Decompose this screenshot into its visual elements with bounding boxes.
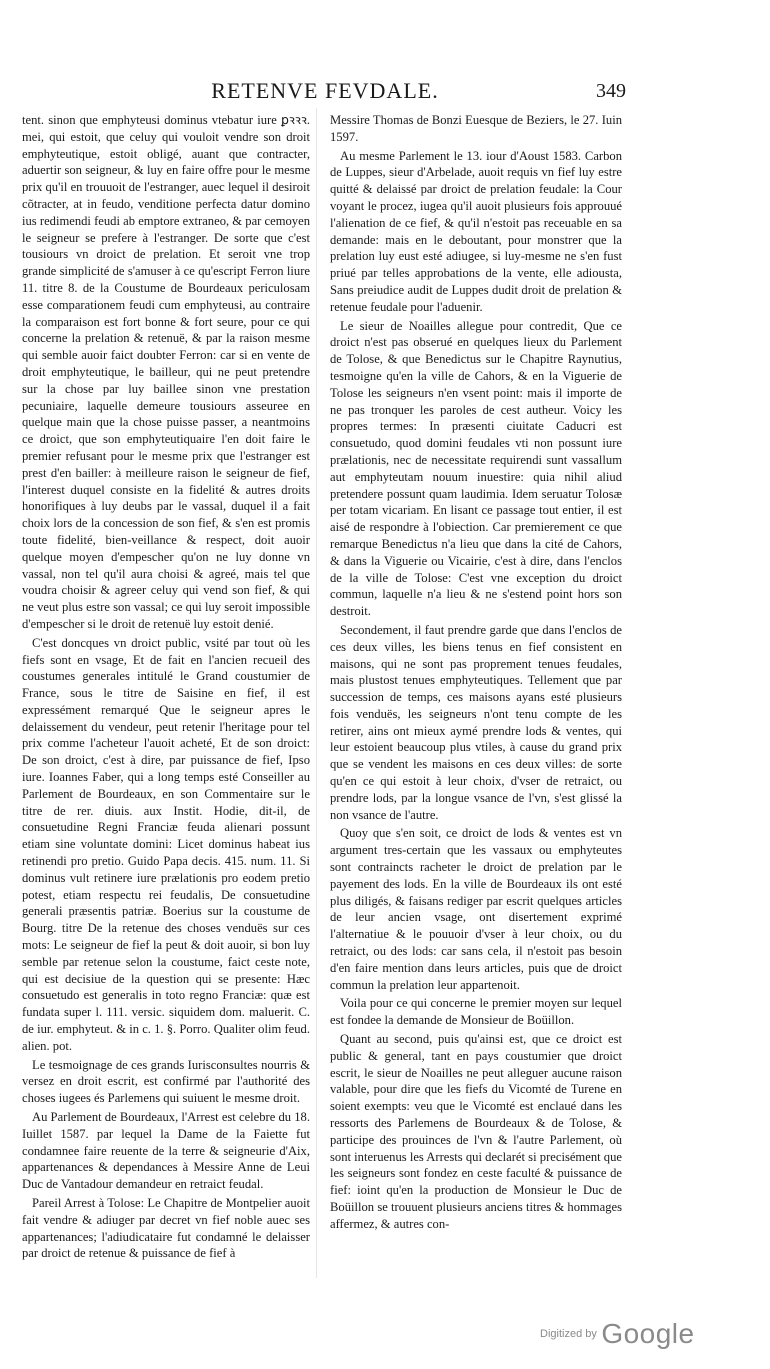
paragraph: Au mesme Parlement le 13. iour d'Aoust 1583. Carbon de Luppes, sieur d'Arbelade, auoit requis vn fief luy estre quitté & delaissé par droict de prelation feudale: la Cour voyant le procez, iugea qu'il auoit plusieurs fois approuué l'alienation de ce fief, & qu'il n'estoit pas receuable en sa demande: mais en le deboutant, pour monstrer que la prelation luy eust esté adiugee, si luy-mesme ne s'en fust priué par telles approbations de la vente, elle adiousta, Sans preiudice audit de Luppes dudit droit de prelation & retenue feudale pour l'aduenir. bbox=[330, 148, 622, 314]
paragraph: Secondement, il faut prendre garde que dans l'enclos de ces deux villes, les biens tenus en fief consistent en maisons, qui ne sont pas proprement tenues feudales, mais plustost tenues emphyteutiques. Tellement que par succession de temps, ces maisons ayans esté plusieurs fois venduës, les seigneurs n'ont tenu compte de les retirer, ains ont mieux aymé prendre lods & ventes, qui leur estoient beaucoup plus vtiles, à cause du grand prix que se vendent les maisons en ces deux villes: de sorte qu'en ce qui estoit à leur choix, d'vser de retraict, ou prendre lods, par la longue vsance de l'vn, s'est glissé la non vsance de l'autre. bbox=[330, 622, 622, 822]
left-column bbox=[22, 112, 310, 1264]
paragraph: Voila pour ce qui concerne le premier moyen sur lequel est fondee la demande de Monsieur de Boüillon. bbox=[330, 996, 622, 1028]
paragraph: tent. sinon que emphyteusi dominus vtebatur iure ꝑꝛꝛꝛ. mei, qui estoit, que celuy qui vouloit vendre son droit emphyteutique, estoit obligé, auant que contracter, aduertir son seigneur, & luy en faire offre pour le mesme prix qu'il en trouuoit de l'estranger, auec lequel il desiroit cõtracter, at in feudo, venditione perfecta datur domino ius redimendi feudi ab emptore extraneo, & par cemoyen le seigneur se prefere à l'estranger. De sorte que c'est tousiours vn droict de prelation. Et seroit vne trop grande simplicité de s'amuser à ce qu'escript Ferron liure 11. titre 8. de la Coustume de Bourdeaux periculosam esse comparationem feudi cum emphyteusi, au contraire la comparaison est fort bonne & fort seure, pour ce qui concerne la prelation & retenuë, & par la raison mesme qui semble auoir faict doubter Ferron: car si en vente de droit emphyteutique, le bailleur, qui ne peut pretendre sur la chose par luy baillee sinon vne prestation pecuniaire, laquelle demeure tousiours asseuree en quelque main que la chose puisse passer, a neantmoins ce droict, que son emphyteutiquaire l'en doit faire le premier refusant pour le mesme prix que l'estranger est prest d'en bailler: à meilleure raison le seigneur de fief, l'interest duquel consiste en la fidelité & autres droits honorifiques à luy deubs par le vassal, duquel il a fait choix lors de la concession de son fief, & s'en est promis toute fidelité, bien-veillance & respect, doit auoir quelque moyen d'empescher qu'on ne luy donne vn vassal, non tel qu'il aura choisi & agreé, mais tel que voudra choisir & agreer celuy qui vend son fief, & qui ne veut plus estre son vassal; ce qui luy seroit impossible d'empescher si le droit de retenuë luy estoit denié. bbox=[22, 113, 310, 631]
paragraph: Pareil Arrest à Tolose: Le Chapitre de Montpelier auoit fait vendre & adiuger par decret vn fief noble auec ses appartenances; l'adiudicataire fut condamné le delaisser par droict de retenue & puissance de fief à bbox=[22, 1196, 310, 1261]
google-logo: Google bbox=[601, 1318, 695, 1349]
paragraph: Au Parlement de Bourdeaux, l'Arrest est celebre du 18. Iuillet 1587. par lequel la Dame de la Faiette fut condamnee faire reuente de la terre & seigneurie d'Aix, appartenances & dependances à Messire Anne de Leui Duc de Vantadour demandeur en retraict feudal. bbox=[22, 1110, 310, 1192]
paragraph: Le tesmoignage de ces grands Iurisconsultes nourris & versez en droit escrit, est confirmé par l'authorité des choses iugees és Parlemens qui suiuent le mesme droit. bbox=[22, 1057, 310, 1106]
paragraph: Le sieur de Noailles allegue pour contredit, Que ce droict n'est pas obserué en quelques lieux du Parlement de Tolose, & que Benedictus sur le Chapitre Raynutius, tesmoigne qu'en la ville de Cahors, & en la Viguerie de Tolose les seigneurs n'en vsent point: mais il importe de ne pas tronquer les paroles de cest autheur. Voicy les propres termes: In præsenti ciuitate Caducri est consuetudo, quod domini feudales vti non possunt iure prælationis, nec de necessitate requirendi sunt vassallum aut emphyteutam nouum inuestire: quia nihil aliud pretendere possunt quam laudimia. Idem seruatur Tolosæ per totam vicariam. En lisant ce passage tout entier, il est aisé de respondre à l'obiection. Car premierement ce que remarque Benedictus n'a lieu que dans la cité de Cahors, & dans la Viguerie ou Vicairie, c'est à dire, dans l'enclos de la ville de Tolose: C'est vne exception du droict commun, laquelle n'a lieu & ne s'estend point hors son destroit. bbox=[330, 318, 622, 619]
digitized-label: Digitized by bbox=[540, 1328, 597, 1340]
digitization-watermark bbox=[540, 1318, 695, 1350]
column-gutter bbox=[316, 108, 317, 1278]
paragraph: C'est doncques vn droict public, vsité par tout où les fiefs sont en vsage, Et de fait en l'ancien recueil des coustumes generales intitulé le Grand coustumier de France, sous le titre de Saisine en fief, il est expressément remarqué Que le seigneur apres le delaissement du vendeur, peut retenir l'heritage pour tel prix comme l'acheteur l'auoit acheté, Et de son droict: De son droict, c'est à dire, par puissance de fief, Ipso iure. Ioannes Faber, qui a long temps esté Conseiller au Parlement de Bourdeaux, en son Commentaire sur le titre de rer. diuis. aux Instit. Hodie, dit-il, de consuetudine Regni Franciæ feuda alienari possunt etiam sine voluntate domini: Licet dominus habeat ius retinendi pro pretio. Guido Papa decis. 415. num. 11. Si dominus vult retinere iure prælationis pro eodem pretio potest, etiam respectu rei feudalis, De consuetudine generali præsentis patriæ. Boerius sur la coustume de Bourg. titre De la retenue des choses venduës sur ces mots: Le seigneur de fief la peut & doit auoir, si bon luy semble par retenue selon la coustume, faict ceste note, qui est decisiue de la question qui se presente: Hæc consuetudo est generalis in toto regno Franciæ: quæ est fundata super l. 111. versic. siquidem dom. maluerit. C. de iur. emphyteut. & in c. 1. §. Porro. Qualiter olim feud. alien. pot. bbox=[22, 635, 310, 1053]
running-title: RETENVE FEVDALE. bbox=[211, 78, 439, 103]
paragraph: Quoy que s'en soit, ce droict de lods & ventes est vn argument tres-certain que les vassaux ou emphyteutes sont contraincts racheter le droict de prelation par le payement des lods. En la ville de Bourdeaux ils ont esté plus diligés, & faisans rediger par escrit quelques articles de leur ancien vsage, ont disertement exprimé l'alternatiue & le pouuoir d'vser à leur choix, ou du retraict, ou des lods: car sans cela, il n'estoit pas besoin d'en faire mention dans leurs articles, puis que de droict commun la prelation leur appartenoit. bbox=[330, 826, 622, 992]
right-column bbox=[330, 112, 622, 1235]
paragraph: Quant au second, puis qu'ainsi est, que ce droict est public & general, tant en pays coustumier que droict escrit, le sieur de Noailles ne peut alleguer aucune raison valable, pour dire que les fiefs du Vicomté de Turene en soient exempts: veu que le Vicomté est enclaué dans les ressorts des Parlemens de Bourdeaux & de Tolose, & participe des prouinces de l'vn & l'autre Parlement, où sont interuenus les Arrests qui declarét si precisément que les seigneurs sont fondez en ceste faculté & puissance de fief: ioint qu'en la production de Monsieur le Duc de Boüillon se trouuent plusieurs anciens titres & hommages affermez, & autres con- bbox=[330, 1032, 622, 1231]
paragraph: Messire Thomas de Bonzi Euesque de Beziers, le 27. Iuin 1597. bbox=[330, 113, 622, 144]
page-number: 349 bbox=[596, 80, 626, 102]
